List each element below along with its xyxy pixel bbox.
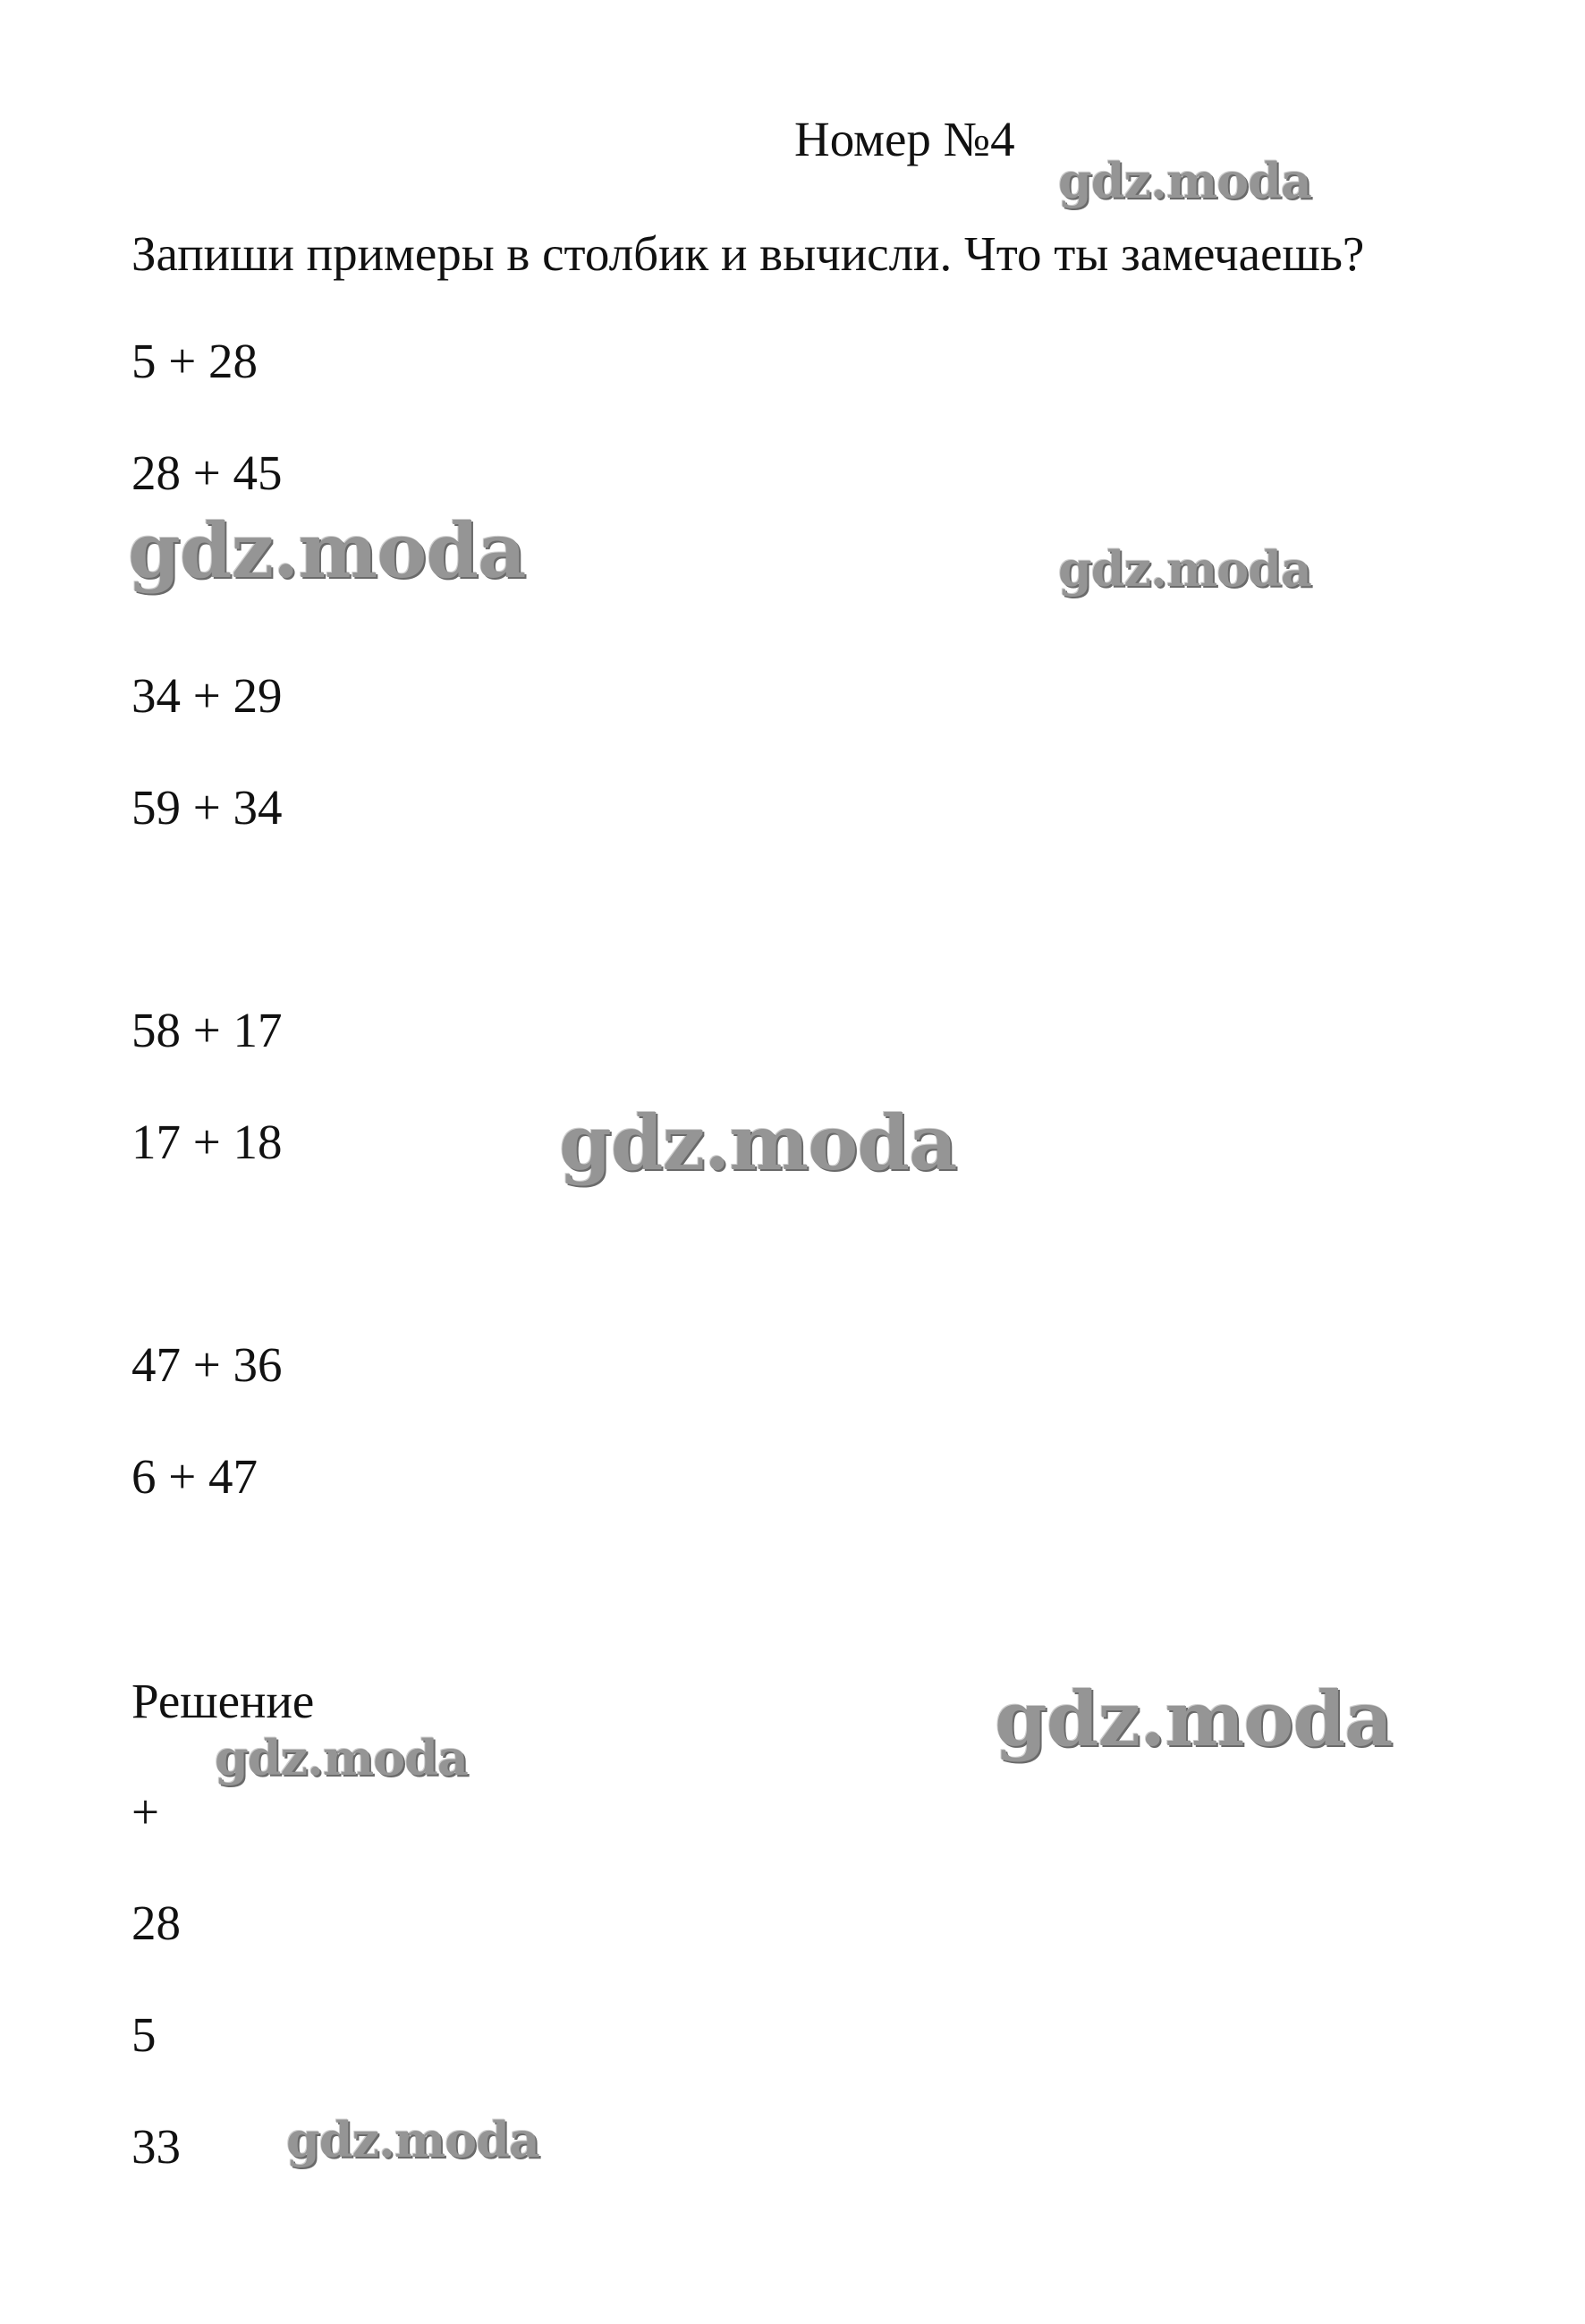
watermark-logo: gdz.moda [128,506,526,595]
example-line: 5 + 28 [131,334,259,388]
example-line: 59 + 34 [131,780,283,835]
watermark-logo: gdz.moda [1058,152,1311,209]
solution-line: 33 [131,2119,181,2174]
task-text: Запиши примеры в столбик и вычисли. Что ты замечаешь? [131,226,1365,281]
example-line: 28 + 45 [131,445,283,500]
example-line: 47 + 36 [131,1337,283,1392]
example-line: 17 + 18 [131,1115,283,1169]
watermark-logo: gdz.moda [995,1675,1393,1763]
watermark-logo: gdz.moda [559,1098,957,1187]
example-line: 58 + 17 [131,1003,283,1057]
solution-line: + [131,1785,160,1839]
watermark-logo: gdz.moda [286,2111,539,2168]
solution-line: 28 [131,1896,181,1950]
watermark-logo: gdz.moda [215,1729,468,1786]
page-title: Номер №4 [794,112,1015,166]
example-line: 6 + 47 [131,1449,259,1504]
watermark-logo: gdz.moda [1058,540,1311,598]
example-line: 34 + 29 [131,668,283,723]
solution-heading: Решение [131,1674,315,1728]
solution-line: 5 [131,2007,157,2062]
